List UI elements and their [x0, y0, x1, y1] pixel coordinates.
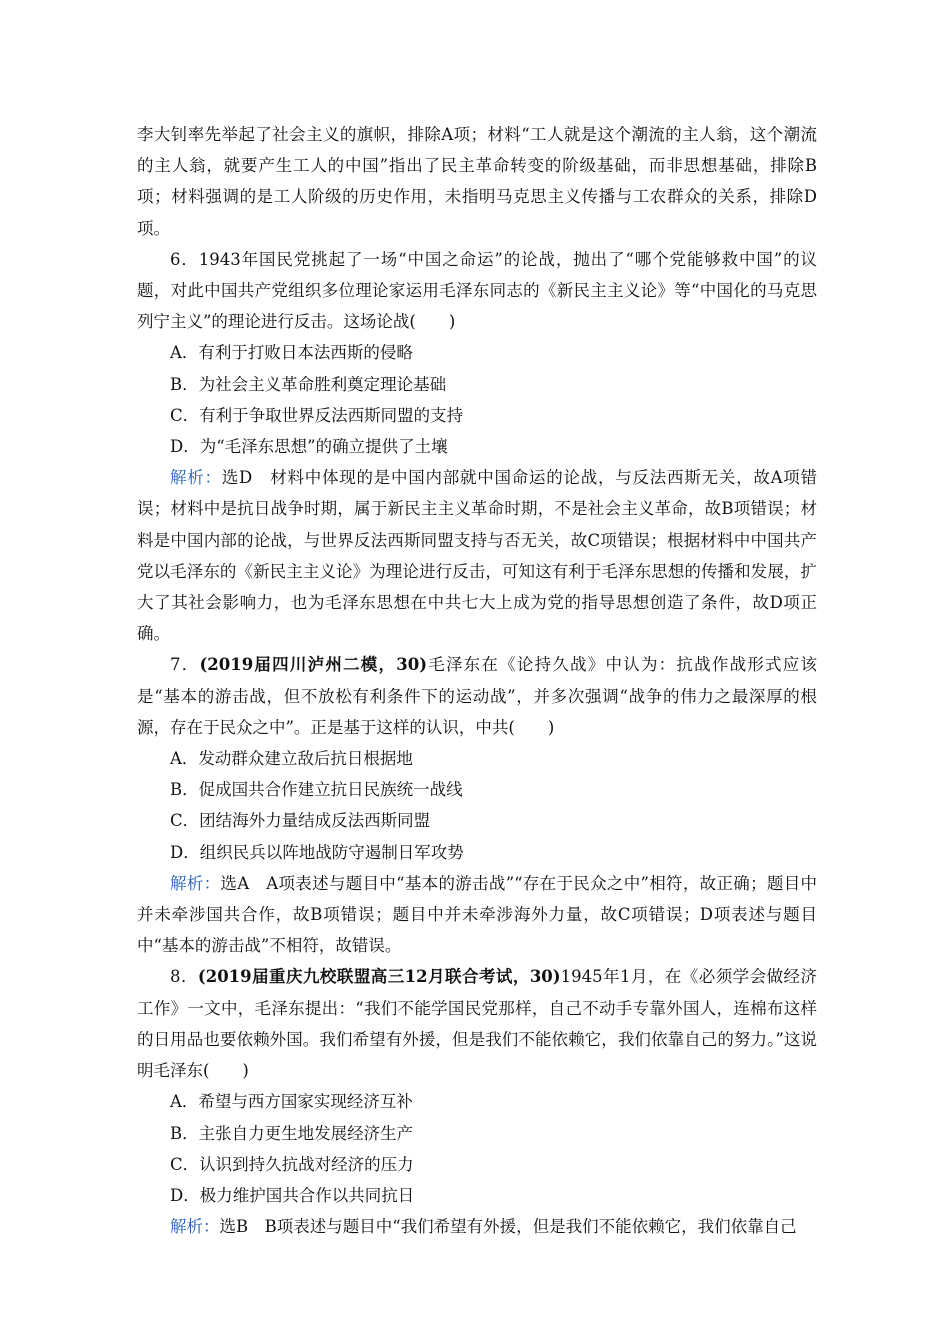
question-number: 8．: [170, 967, 198, 987]
question-7-option-b: B．促成国共合作建立抗日民族统一战线: [170, 780, 463, 800]
previous-analysis-continuation: 李大钊率先举起了社会主义的旗帜，排除A项；材料“工人就是这个潮流的主人翁，这个潮流的主人翁，就要产生工人的中国”指出了民主革命转变的阶级基础，而非思想基础，排除B项；材料强调的是工人阶级的历史作用，未指明马克思主义传播与工农群众的关系，排除D项。: [137, 125, 817, 238]
analysis-label: 解析：: [170, 468, 222, 488]
question-7-stem: [137, 649, 817, 743]
question-7-option-c: C．团结海外力量结成反法西斯同盟: [170, 811, 431, 831]
question-7-option-d: D．组织民兵以阵地战防守遏制日军攻势: [170, 842, 464, 862]
question-8-stem: [137, 961, 817, 1086]
analysis-label: 解析：: [170, 873, 221, 893]
question-6-stem: [137, 244, 817, 338]
question-source: (2019届重庆九校联盟高三12月联合考试，30): [197, 967, 561, 987]
analysis-text: 选B B项表述与题目中“我们希望有外援，但是我们不能依赖它，我们依靠自己: [219, 1217, 797, 1237]
question-text: 1945年1月，在《必须学会做经济工作》一文中，毛泽东提出：“我们不能学国民党那样，自己不动手专靠外国人，连棉布这样的日用品也要依赖外国。我们希望有外援，但是我们不能依赖它，我们依靠自己的努力。”这说明毛泽东( ): [137, 967, 817, 1081]
question-8-option-c: C．认识到持久抗战对经济的压力: [170, 1154, 414, 1174]
analysis-text: 选D 材料中体现的是中国内部就中国命运的论战，与反法西斯无关，故A项错误；材料中是抗日战争时期，属于新民主主义革命时期，不是社会主义革命，故B项错误；材料是中国内部的论战，与世界反法西斯同盟支持与否无关，故C项错误；根据材料中中国共产党以毛泽东的《新民主主义论》为理论进行反击，可知这有利于毛泽东思想的传播和发展，扩大了其社会影响力，也为毛泽东思想在中共七大上成为党的指导思想创造了条件，故D项正确。: [137, 468, 817, 644]
question-8-option-b: B．主张自力更生地发展经济生产: [170, 1123, 414, 1143]
question-number: 7．: [170, 655, 200, 675]
question-8-option-a: A．希望与西方国家实现经济互补: [170, 1092, 413, 1112]
question-6-analysis: [137, 462, 817, 649]
question-6-option-d: D．为“毛泽东思想”的确立提供了土壤: [170, 437, 448, 457]
question-6-option-a: A．有利于打败日本法西斯的侵略: [170, 343, 413, 363]
question-7-option-a: A．发动群众建立敌后抗日根据地: [170, 749, 413, 769]
analysis-label: 解析：: [170, 1217, 220, 1237]
analysis-text: 选A A项表述与题目中“基本的游击战”“存在于民众之中”相符，故正确；题目中并未牵涉国共合作，故B项错误；题目中并未牵涉海外力量，故C项错误；D项表述与题目中“基本的游击战”不相符，故错误。: [137, 873, 817, 956]
question-7-analysis: [137, 868, 817, 962]
document-content: [137, 119, 817, 1242]
question-6-option-c: C．有利于争取世界反法西斯同盟的支持: [170, 405, 464, 425]
question-8-option-d: D．极力维护国共合作以共同抗日: [170, 1185, 415, 1205]
question-text: 毛泽东在《论持久战》中认为：抗战作战形式应该是“基本的游击战，但不放松有利条件下的运动战”，并多次强调“战争的伟力之最深厚的根源，存在于民众之中”。正是基于这样的认识，中共( ): [137, 655, 818, 737]
question-8-analysis: [137, 1211, 817, 1242]
question-text: 1943年国民党挑起了一场“中国之命运”的论战，抛出了“哪个党能够救中国”的议题，对此中国共产党组织多位理论家运用毛泽东同志的《新民主主义论》等“中国化的马克思列宁主义”的理论进行反击。这场论战( ): [137, 249, 818, 332]
question-source: (2019届四川泸州二模，30): [199, 655, 427, 675]
question-number: 6．: [170, 249, 199, 269]
question-6-option-b: B．为社会主义革命胜利奠定理论基础: [170, 374, 447, 394]
